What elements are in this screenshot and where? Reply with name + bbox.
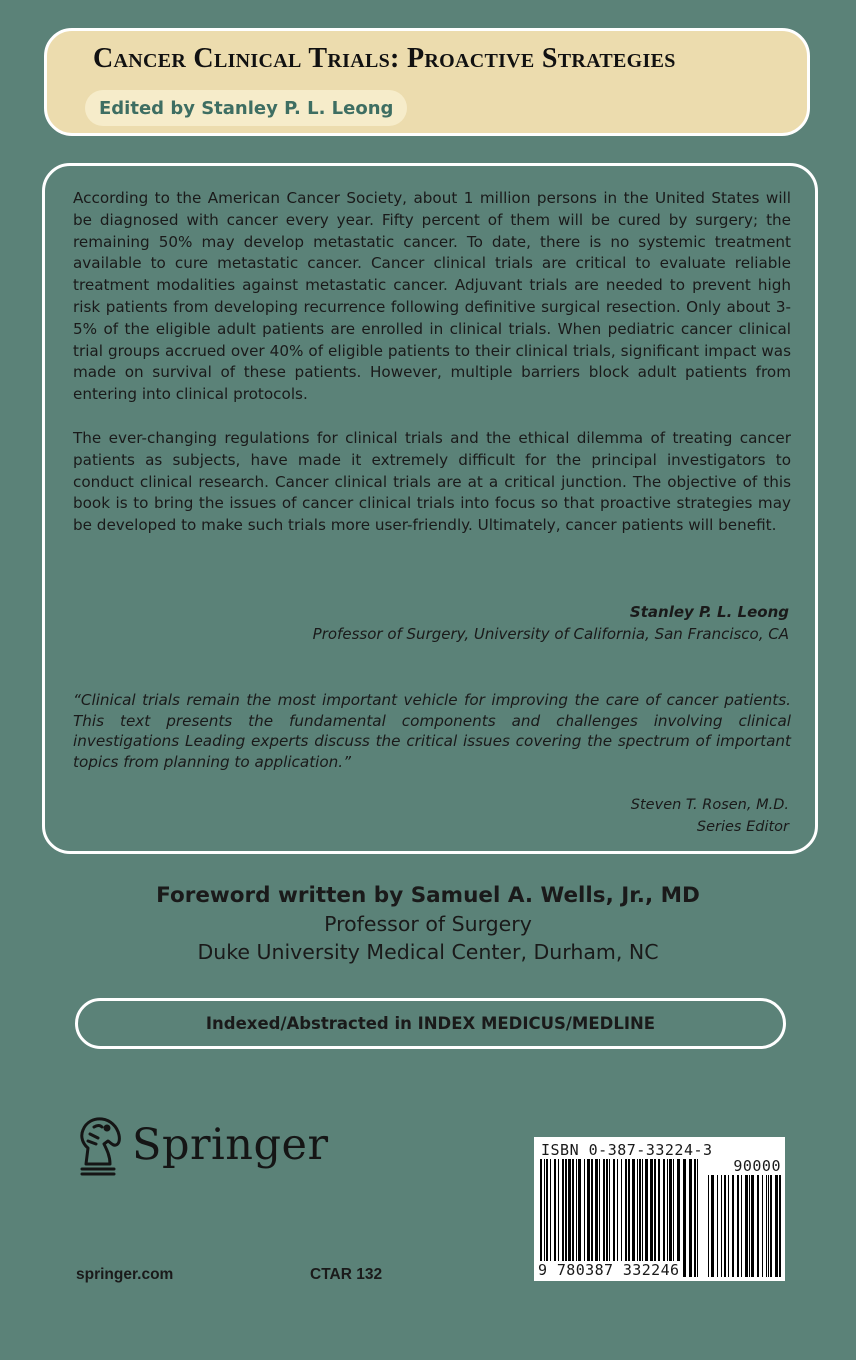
barcode-bar	[697, 1159, 698, 1277]
publisher-url[interactable]: springer.com	[76, 1266, 174, 1283]
barcode-bar	[650, 1159, 653, 1277]
barcode-bar	[540, 1159, 542, 1277]
barcode-bar	[737, 1175, 739, 1277]
barcode-bar	[658, 1159, 660, 1277]
barcode-bar	[768, 1175, 769, 1277]
barcode-bar	[779, 1175, 781, 1277]
barcode-bar	[584, 1159, 585, 1277]
barcode-bar	[568, 1159, 571, 1277]
barcode-bar	[762, 1175, 763, 1277]
publisher-name: Springer	[132, 1120, 329, 1170]
barcode-bar	[637, 1159, 638, 1277]
barcode-bar	[732, 1175, 734, 1277]
ean-number: 9 780387 332246	[538, 1261, 680, 1279]
barcode-bar	[625, 1159, 627, 1277]
barcode-bar	[558, 1159, 559, 1277]
barcode-bar	[599, 1159, 600, 1277]
barcode-bar	[628, 1159, 630, 1277]
barcode-bar	[757, 1175, 759, 1277]
barcode-bar	[689, 1159, 692, 1277]
barcode-bar	[565, 1159, 567, 1277]
title-banner	[44, 28, 810, 136]
barcode-bar	[587, 1159, 590, 1277]
foreword-affiliation: Duke University Medical Center, Durham, NC	[197, 940, 659, 964]
barcode-bar	[632, 1159, 635, 1277]
barcode-bar	[550, 1159, 551, 1277]
barcode-bar	[708, 1175, 709, 1277]
barcode-bar	[639, 1159, 641, 1277]
barcode-bar	[572, 1159, 574, 1277]
barcode-bar	[683, 1159, 686, 1277]
indexed-banner: Indexed/Abstracted in INDEX MEDICUS/MEDLINE	[75, 998, 786, 1049]
barcode-bar	[645, 1159, 648, 1277]
barcode-bar	[724, 1175, 726, 1277]
barcode-bar	[775, 1175, 778, 1277]
description-paragraph-2: The ever-changing regulations for clinical trials and the ethical dilemma of treating cancer patients as subjects, have made it extremely difficult for the principal investigators to conduct clinical research. Cancer clinical trials are at a critical junction. The objective of this book is to bring the issues of cancer clinical trials into focus so that proactive strategies may be developed to make such trials more user-friendly. Ultimately, cancer patients will benefit.	[73, 429, 791, 535]
barcode-bar	[677, 1159, 680, 1277]
barcode-bar	[728, 1175, 729, 1277]
price-addon-code: 90000	[733, 1157, 781, 1175]
barcode-bar	[576, 1159, 577, 1277]
isbn-barcode	[534, 1137, 785, 1281]
foreword-role: Professor of Surgery	[324, 912, 532, 936]
barcode-bar	[673, 1159, 674, 1277]
isbn-number: ISBN 0-387-33224-3	[541, 1141, 713, 1159]
barcode-bar	[554, 1159, 556, 1277]
barcode-bar	[745, 1175, 748, 1277]
barcode-bar	[591, 1159, 593, 1277]
endorsement-quote: “Clinical trials remain the most important vehicle for improving the care of cancer patients. This text presents the fundamental components and challenges involving clinical investigations Leading experts discuss the critical issues covering the spectrum of important topics from planning to application.”	[73, 691, 791, 771]
barcode-bar	[546, 1159, 548, 1277]
barcode-bar	[613, 1159, 615, 1277]
barcode-bars	[534, 1137, 785, 1281]
barcode-bar	[694, 1159, 696, 1277]
quote-author-role: Series Editor	[696, 819, 789, 835]
barcode-bar	[603, 1159, 605, 1277]
barcode-bar	[766, 1175, 767, 1277]
editor-credit: Edited by Stanley P. L. Leong	[85, 90, 407, 126]
description-panel	[42, 163, 818, 854]
barcode-bar	[617, 1159, 618, 1277]
description-paragraph-1: According to the American Cancer Society, about 1 million persons in the United States will be diagnosed with cancer every year. Fifty percent of them will be cured by surgery; the remaining 50% may develop metastatic cancer. To date, there is no systemic treatment available to cure metastatic cancer. Cancer clinical trials are critical to evaluate reliable treatment modalities against metastatic cancer. Adjuvant trials are needed to prevent high risk patients from developing recurrence following definitive surgical resection. Only about 3-5% of the eligible adult patients are enrolled in clinical trials. When pediatric cancer clinical trial groups accrued over 40% of eligible patients to their clinical trials, significant impact was made on survival of these patients. However, multiple barriers block adult patients from entering into clinical protocols.	[73, 189, 791, 404]
foreword-title: Foreword written by Samuel A. Wells, Jr., MD	[156, 883, 700, 908]
author-name: Stanley P. L. Leong	[629, 603, 789, 621]
book-title: Cancer Clinical Trials: Proactive Strategies	[93, 43, 676, 74]
barcode-bar	[749, 1175, 750, 1277]
catalog-code: CTAR 132	[310, 1266, 383, 1283]
barcode-bar	[609, 1159, 610, 1277]
barcode-bar	[663, 1159, 665, 1277]
barcode-bar	[669, 1159, 672, 1277]
quote-author: Steven T. Rosen, M.D.	[630, 797, 789, 813]
foreword-credit	[0, 882, 856, 966]
barcode-bar	[595, 1159, 598, 1277]
barcode-bar	[717, 1175, 718, 1277]
barcode-bar	[606, 1159, 608, 1277]
barcode-bar	[544, 1159, 545, 1277]
author-signature	[313, 602, 789, 645]
barcode-bar	[711, 1175, 714, 1277]
barcode-bar	[667, 1159, 668, 1277]
barcode-bar	[741, 1175, 742, 1277]
barcode-bar	[770, 1175, 772, 1277]
springer-horse-icon	[74, 1114, 124, 1176]
quote-attribution	[631, 794, 789, 838]
barcode-bar	[578, 1159, 581, 1277]
barcode-bar	[721, 1175, 722, 1277]
publisher-logo	[74, 1114, 329, 1176]
author-title: Professor of Surgery, University of California, San Francisco, CA	[312, 624, 789, 643]
barcode-bar	[642, 1159, 643, 1277]
barcode-bar	[621, 1159, 622, 1277]
barcode-bar	[654, 1159, 656, 1277]
barcode-bar	[562, 1159, 564, 1277]
barcode-bar	[751, 1175, 754, 1277]
